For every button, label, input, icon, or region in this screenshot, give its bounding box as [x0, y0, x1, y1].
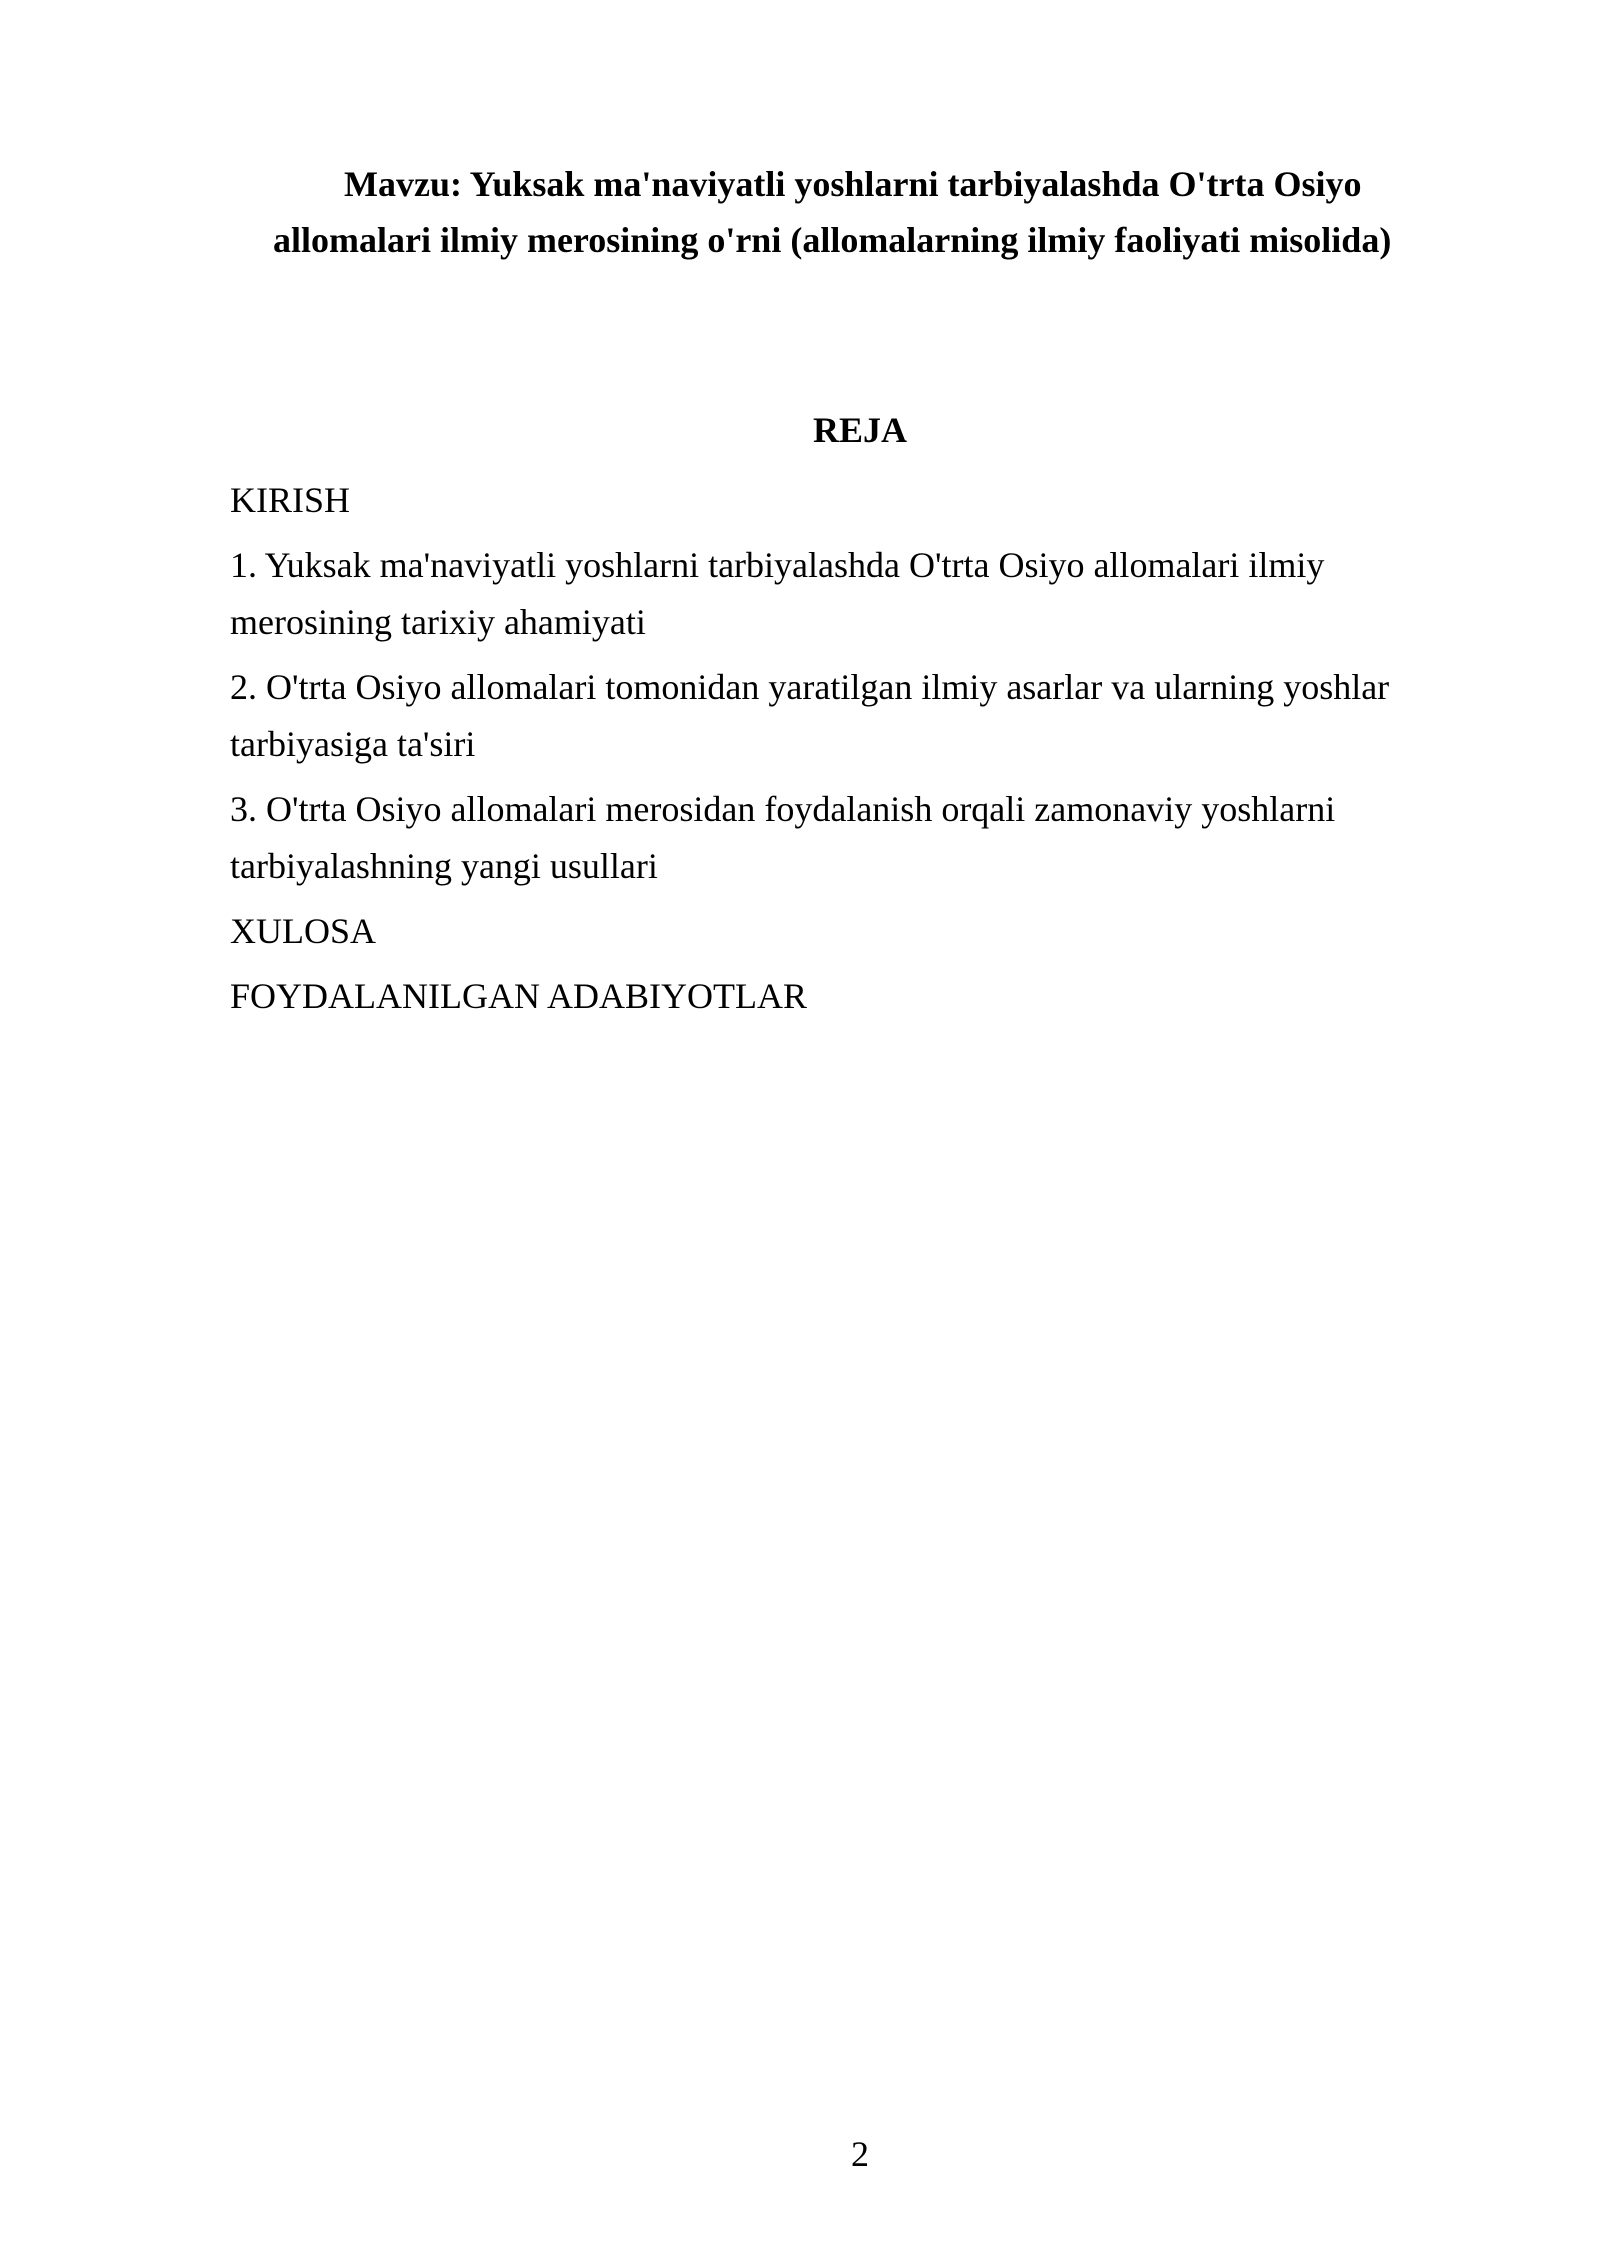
plan-item-2: 2. O'trta Osiyo allomalari tomonidan yaratilgan ilmiy asarlar va ularning yoshlar tarbiyasiga ta'siri: [230, 667, 1390, 764]
document-title: [230, 156, 1460, 268]
plan-item-references: FOYDALANILGAN ADABIYOTLAR: [230, 976, 807, 1016]
page-number: 2: [851, 2134, 869, 2174]
title-line-1: Mavzu: Yuksak ma'naviyatli yoshlarni tarbiyalashda O'trta Osiyo: [344, 164, 1362, 204]
title-line-2: allomalari ilmiy merosining o'rni (allomalarning ilmiy faoliyati misolida): [273, 220, 1392, 260]
plan-list: [230, 472, 1460, 1033]
plan-heading: REJA: [812, 410, 907, 450]
plan-item-introduction: KIRISH: [230, 480, 351, 520]
plan-item-1: 1. Yuksak ma'naviyatli yoshlarni tarbiyalashda O'trta Osiyo allomalari ilmiy merosining tarixiy ahamiyati: [230, 545, 1325, 642]
plan-item-conclusion: XULOSA: [230, 911, 377, 951]
plan-item-3: 3. O'trta Osiyo allomalari merosidan foydalanish orqali zamonaviy yoshlarni tarbiyalashning yangi usullari: [230, 789, 1336, 886]
